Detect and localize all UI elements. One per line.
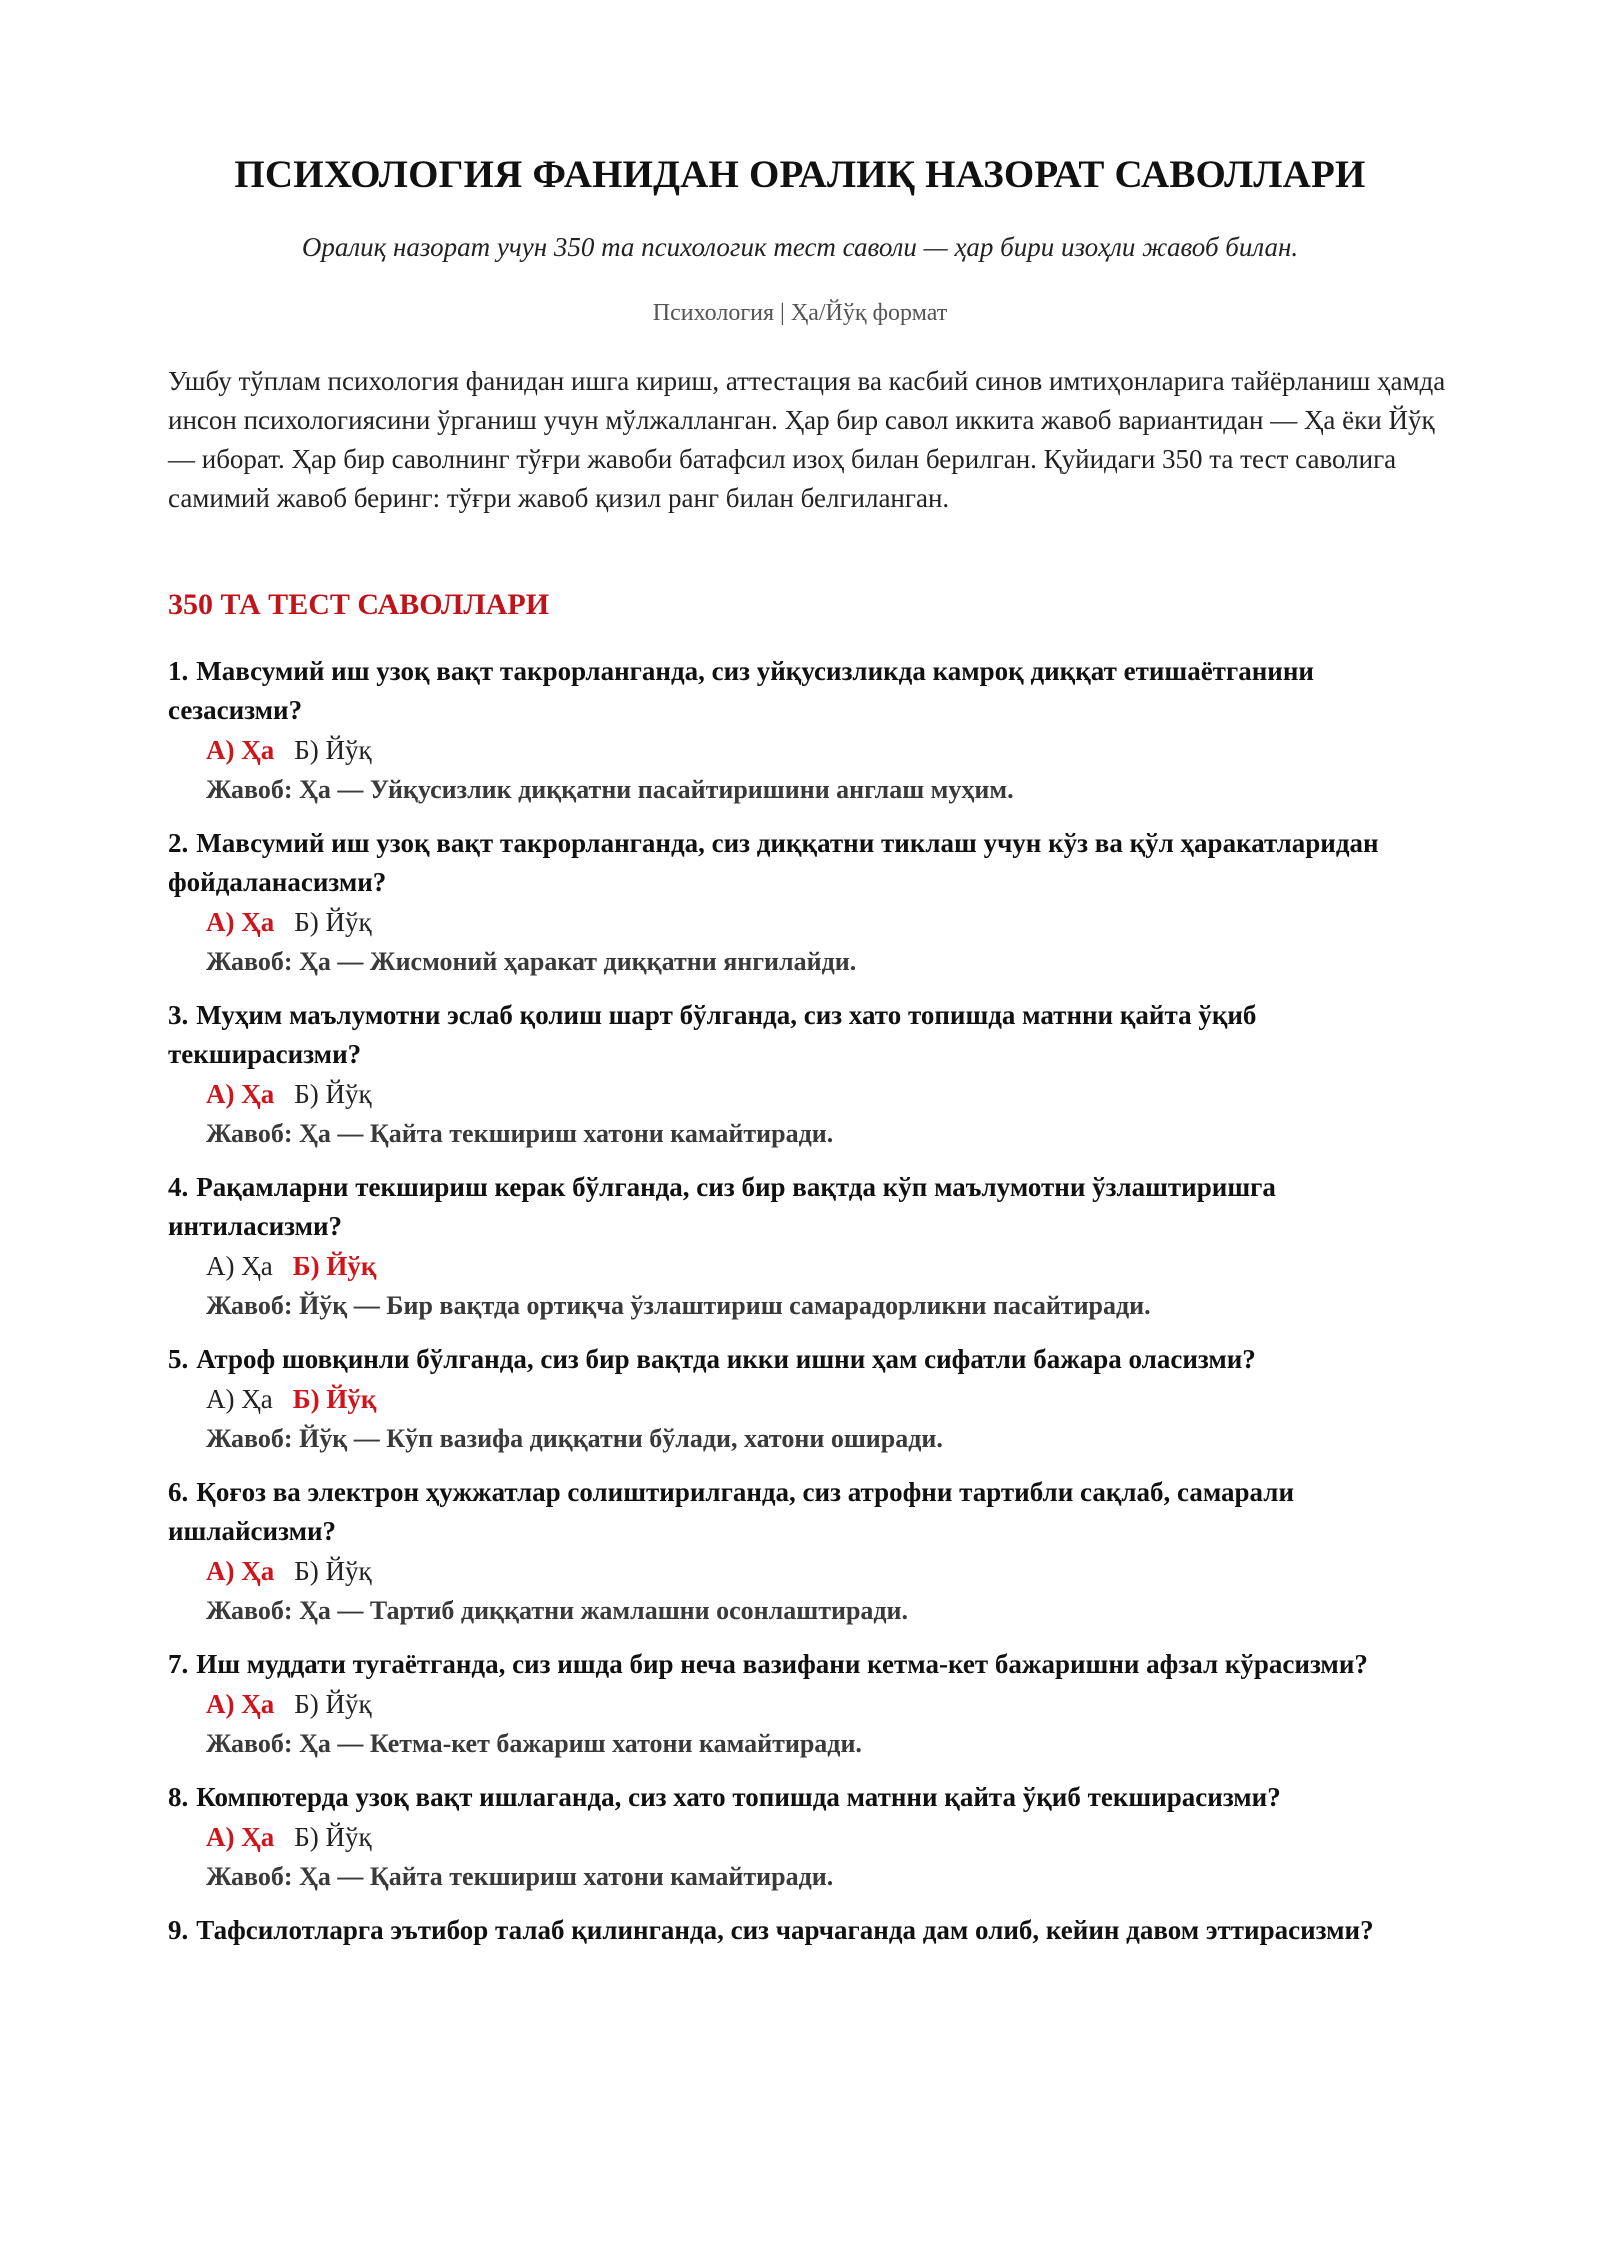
answer-explanation: Жавоб: Йўқ — Бир вақтда ортиқча ўзлаштириш самарадорликни пасайтиради. (206, 1291, 1151, 1320)
answer-explanation: Жавоб: Ҳа — Жисмоний ҳаракат диққатни янгилайди. (206, 947, 857, 976)
question-number: 2. (168, 828, 189, 858)
answer-explanation: Жавоб: Ҳа — Уйқусизлик диққатни пасайтиришини англаш муҳим. (206, 775, 1014, 804)
question-number: 5. (168, 1344, 189, 1374)
question-body: Атроф шовқинли бўлганда, сиз бир вақтда икки ишни ҳам сифатли бажара оласизми? (196, 1344, 1256, 1374)
question-text (168, 1778, 1448, 1817)
answer-explanation: Жавоб: Ҳа — Тартиб диққатни жамлашни осонлаштиради. (206, 1596, 909, 1625)
page-meta: Психология | Ҳа/Йўқ формат (652, 300, 948, 326)
question-body: Иш муддати тугаётганда, сиз ишда бир неча вазифани кетма-кет бажаришни афзал кўрасизми? (196, 1649, 1368, 1679)
answer-options (168, 1551, 1448, 1591)
question-item (168, 824, 1448, 982)
intro-paragraph: Ушбу тўплам психология фанидан ишга кириш, аттестация ва касбий синов имтиҳонларига тайёрланиш ҳамда инсон психологиясини ўрганиш учун мўлжалланган. Ҳар бир савол иккита жавоб вариантидан — Ҳа ёки Йўқ — иборат. Ҳар бир саволнинг тўғри жавоби батафсил изоҳ билан берилган. Қуйидаги 350 та тест саволига самимий жавоб беринг: тўғри жавоб қизил ранг билан белгиланган. (168, 366, 1446, 513)
answer-options (168, 1817, 1448, 1857)
answer-explanation: Жавоб: Йўқ — Кўп вазифа диққатни бўлади, хатони оширади. (206, 1424, 943, 1453)
option-a: А) Ҳа (206, 1079, 275, 1109)
question-number: 7. (168, 1649, 189, 1679)
question-item (168, 1645, 1448, 1764)
question-item (168, 652, 1448, 810)
answer-options (168, 1074, 1448, 1114)
answer-explanation: Жавоб: Ҳа — Қайта текшириш хатони камайтиради. (206, 1119, 834, 1148)
option-b: Б) Йўқ (294, 735, 372, 765)
question-number: 4. (168, 1172, 189, 1202)
question-item (168, 1911, 1448, 1950)
question-text (168, 1473, 1448, 1551)
option-b: Б) Йўқ (294, 1556, 372, 1586)
option-a: А) Ҳа (206, 1251, 273, 1281)
question-item (168, 1340, 1448, 1459)
option-b: Б) Йўқ (292, 1384, 377, 1414)
question-body: Компютерда узоқ вақт ишлаганда, сиз хато топишда матнни қайта ўқиб текширасизми? (196, 1782, 1281, 1812)
question-number: 6. (168, 1477, 189, 1507)
option-b: Б) Йўқ (292, 1251, 377, 1281)
answer-explanation: Жавоб: Ҳа — Қайта текшириш хатони камайтиради. (206, 1862, 834, 1891)
option-a: А) Ҳа (206, 1384, 273, 1414)
question-body: Рақамларни текшириш керак бўлганда, сиз бир вақтда кўп маълумотни ўзлаштиришга интиласизми? (168, 1172, 1276, 1241)
answer-options (168, 1379, 1448, 1419)
page-subtitle: Оралиқ назорат учун 350 та психологик тест саволи — ҳар бири изоҳли жавоб билан. (301, 232, 1299, 262)
option-a: А) Ҳа (206, 1689, 275, 1719)
question-number: 3. (168, 1000, 189, 1030)
question-item (168, 1168, 1448, 1326)
option-b: Б) Йўқ (294, 1079, 372, 1109)
question-body: Қоғоз ва электрон ҳужжатлар солиштирилганда, сиз атрофни тартибли сақлаб, самарали ишлайсизми? (168, 1477, 1294, 1546)
question-number: 9. (168, 1915, 189, 1945)
page-title: ПСИХОЛОГИЯ ФАНИДАН ОРАЛИҚ НАЗОРАТ САВОЛЛАРИ (234, 153, 1366, 196)
answer-explanation: Жавоб: Ҳа — Кетма-кет бажариш хатони камайтиради. (206, 1729, 862, 1758)
answer-options (168, 1246, 1448, 1286)
option-a: А) Ҳа (206, 735, 275, 765)
answer-options (168, 902, 1448, 942)
question-body: Тафсилотларга эътибор талаб қилинганда, сиз чарчаганда дам олиб, кейин давом эттирасизми? (196, 1915, 1374, 1945)
question-item (168, 1473, 1448, 1631)
section-heading: 350 ТА ТЕСТ САВОЛЛАРИ (168, 588, 550, 621)
question-item (168, 1778, 1448, 1897)
question-body: Муҳим маълумотни эслаб қолиш шарт бўлганда, сиз хато топишда матнни қайта ўқиб текширасизми? (168, 1000, 1257, 1069)
question-body: Мавсумий иш узоқ вақт такрорланганда, сиз уйқусизликда камроқ диққат етишаётганини сезасизми? (168, 656, 1314, 725)
question-list (168, 652, 1448, 1964)
question-text (168, 1645, 1448, 1684)
option-a: А) Ҳа (206, 1556, 275, 1586)
question-number: 1. (168, 656, 189, 686)
question-text (168, 1340, 1448, 1379)
option-a: А) Ҳа (206, 907, 275, 937)
question-number: 8. (168, 1782, 189, 1812)
option-b: Б) Йўқ (294, 1689, 372, 1719)
question-text (168, 996, 1448, 1074)
answer-options (168, 730, 1448, 770)
question-text (168, 824, 1448, 902)
answer-options (168, 1684, 1448, 1724)
option-a: А) Ҳа (206, 1822, 275, 1852)
question-item (168, 996, 1448, 1154)
option-b: Б) Йўқ (294, 1822, 372, 1852)
option-b: Б) Йўқ (294, 907, 372, 937)
question-text (168, 1168, 1448, 1246)
question-text (168, 1911, 1448, 1950)
question-body: Мавсумий иш узоқ вақт такрорланганда, сиз диққатни тиклаш учун кўз ва қўл ҳаракатларидан фойдаланасизми? (168, 828, 1379, 897)
question-text (168, 652, 1448, 730)
